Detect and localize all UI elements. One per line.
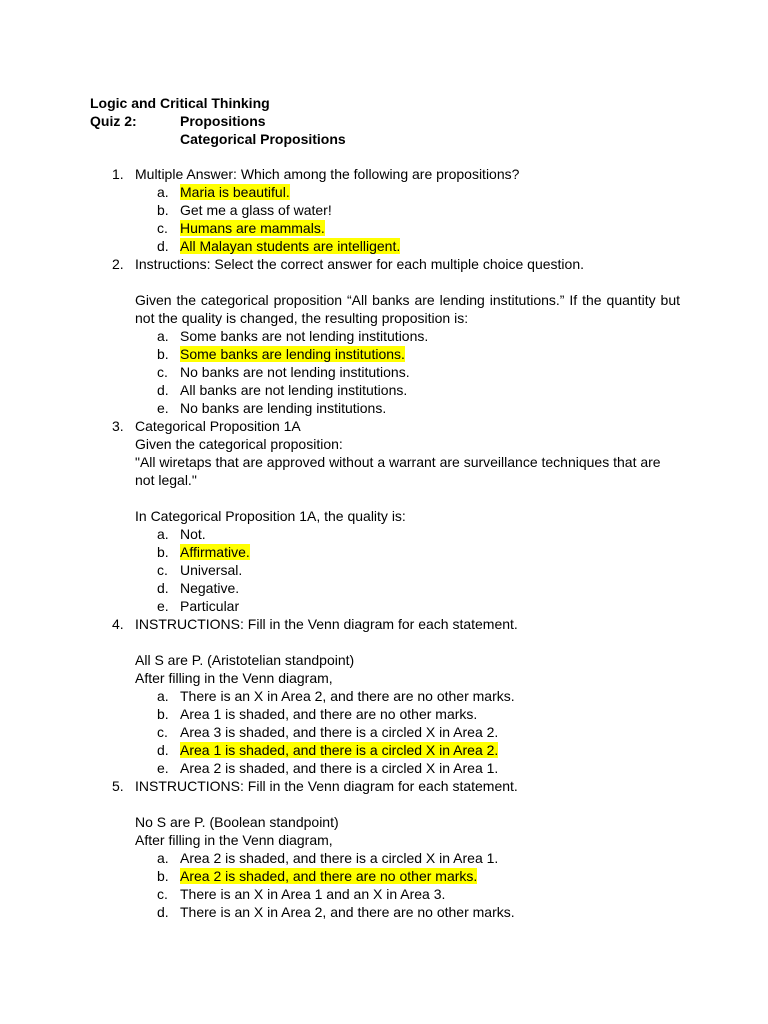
option-d	[135, 903, 680, 921]
option-list	[135, 525, 680, 615]
option-text: Particular	[180, 598, 240, 614]
option-letter: b.	[157, 346, 169, 362]
option-text-highlighted: Area 1 is shaded, and there is a circled X in Area 2.	[180, 742, 499, 758]
option-letter: e.	[157, 598, 169, 614]
option-text: Some banks are not lending institutions.	[180, 328, 429, 344]
option-text: Area 2 is shaded, and there is a circled X in Area 1.	[180, 760, 499, 776]
option-text-highlighted: Affirmative.	[180, 544, 250, 560]
question-1	[90, 165, 680, 255]
option-list	[135, 687, 680, 777]
option-list	[135, 327, 680, 417]
question-text: "All wiretaps that are approved without a warrant are surveillance techniques that are not legal."	[135, 454, 661, 488]
option-text: Universal.	[180, 562, 243, 578]
option-text-highlighted: Area 2 is shaded, and there are no other marks.	[180, 868, 478, 884]
quiz-subtopic: Categorical Propositions	[180, 131, 346, 147]
option-letter: d.	[157, 580, 169, 596]
option-c	[135, 363, 680, 381]
option-letter: d.	[157, 742, 169, 758]
question-number: 5.	[112, 778, 124, 794]
quiz-topic: Propositions	[180, 113, 266, 129]
option-letter: c.	[157, 562, 168, 578]
option-letter: d.	[157, 238, 169, 254]
question-number: 2.	[112, 256, 124, 272]
option-text: There is an X in Area 1 and an X in Area 3.	[180, 886, 446, 902]
quiz-header	[90, 94, 346, 148]
option-letter: a.	[157, 328, 169, 344]
option-e	[135, 399, 680, 417]
question-text: After filling in the Venn diagram,	[135, 832, 333, 848]
option-a	[135, 183, 680, 201]
option-letter: a.	[157, 688, 169, 704]
question-text: INSTRUCTIONS: Fill in the Venn diagram for each statement.	[135, 778, 518, 794]
option-d	[135, 237, 680, 255]
option-text: There is an X in Area 2, and there are no other marks.	[180, 904, 515, 920]
option-letter: c.	[157, 220, 168, 236]
option-b	[135, 201, 680, 219]
option-a	[135, 687, 680, 705]
option-text: All banks are not lending institutions.	[180, 382, 408, 398]
question-4	[90, 615, 680, 777]
option-text: No banks are not lending institutions.	[180, 364, 410, 380]
option-list	[135, 183, 680, 255]
option-text: Area 3 is shaded, and there is a circled X in Area 2.	[180, 724, 499, 740]
option-letter: b.	[157, 706, 169, 722]
option-text: Area 1 is shaded, and there are no other marks.	[180, 706, 478, 722]
option-letter: b.	[157, 868, 169, 884]
option-letter: e.	[157, 760, 169, 776]
question-prompt: In Categorical Proposition 1A, the quality is:	[135, 508, 406, 524]
option-letter: e.	[157, 400, 169, 416]
option-c	[135, 885, 680, 903]
question-list	[90, 165, 680, 921]
question-text: Given the categorical proposition:	[135, 436, 343, 452]
option-b	[135, 705, 680, 723]
question-text: Categorical Proposition 1A	[135, 418, 301, 434]
option-letter: c.	[157, 886, 168, 902]
question-number: 1.	[112, 166, 124, 182]
question-prompt: No S are P. (Boolean standpoint)	[135, 814, 339, 830]
option-a	[135, 849, 680, 867]
question-text: INSTRUCTIONS: Fill in the Venn diagram for each statement.	[135, 616, 518, 632]
option-letter: a.	[157, 184, 169, 200]
option-letter: d.	[157, 382, 169, 398]
option-text: There is an X in Area 2, and there are no other marks.	[180, 688, 515, 704]
option-letter: a.	[157, 526, 169, 542]
quiz-title-row	[90, 112, 346, 130]
option-letter: d.	[157, 904, 169, 920]
option-text-highlighted: Maria is beautiful.	[180, 184, 290, 200]
option-text: Area 2 is shaded, and there is a circled X in Area 1.	[180, 850, 499, 866]
option-a	[135, 525, 680, 543]
option-text-highlighted: Some banks are lending institutions.	[180, 346, 405, 362]
option-letter: a.	[157, 850, 169, 866]
option-d	[135, 579, 680, 597]
option-b	[135, 543, 680, 561]
option-c	[135, 561, 680, 579]
option-d	[135, 741, 680, 759]
option-text: Not.	[180, 526, 206, 542]
option-text: Get me a glass of water!	[180, 202, 332, 218]
question-text: Multiple Answer: Which among the following are propositions?	[135, 166, 520, 182]
option-letter: c.	[157, 364, 168, 380]
option-text: Negative.	[180, 580, 240, 596]
question-prompt: Given the categorical proposition “All banks are lending institutions.” If the quantity but not the quality is changed, the resulting proposition is:	[135, 292, 680, 326]
option-a	[135, 327, 680, 345]
option-text: No banks are lending institutions.	[180, 400, 387, 416]
option-list	[135, 849, 680, 921]
option-b	[135, 867, 680, 885]
option-e	[135, 597, 680, 615]
option-letter: b.	[157, 202, 169, 218]
option-letter: c.	[157, 724, 168, 740]
option-b	[135, 345, 680, 363]
question-text: Instructions: Select the correct answer for each multiple choice question.	[135, 256, 584, 272]
question-3	[90, 417, 680, 615]
quiz-label: Quiz 2:	[90, 113, 137, 129]
question-number: 4.	[112, 616, 124, 632]
question-5	[90, 777, 680, 921]
option-c	[135, 723, 680, 741]
question-prompt: All S are P. (Aristotelian standpoint)	[135, 652, 355, 668]
course-title: Logic and Critical Thinking	[90, 95, 270, 111]
option-c	[135, 219, 680, 237]
question-2	[90, 255, 680, 417]
option-letter: b.	[157, 544, 169, 560]
option-d	[135, 381, 680, 399]
question-number: 3.	[112, 418, 124, 434]
option-text-highlighted: All Malayan students are intelligent.	[180, 238, 401, 254]
question-text: After filling in the Venn diagram,	[135, 670, 333, 686]
option-text-highlighted: Humans are mammals.	[180, 220, 325, 236]
option-e	[135, 759, 680, 777]
quiz-subtitle-row	[90, 130, 346, 148]
